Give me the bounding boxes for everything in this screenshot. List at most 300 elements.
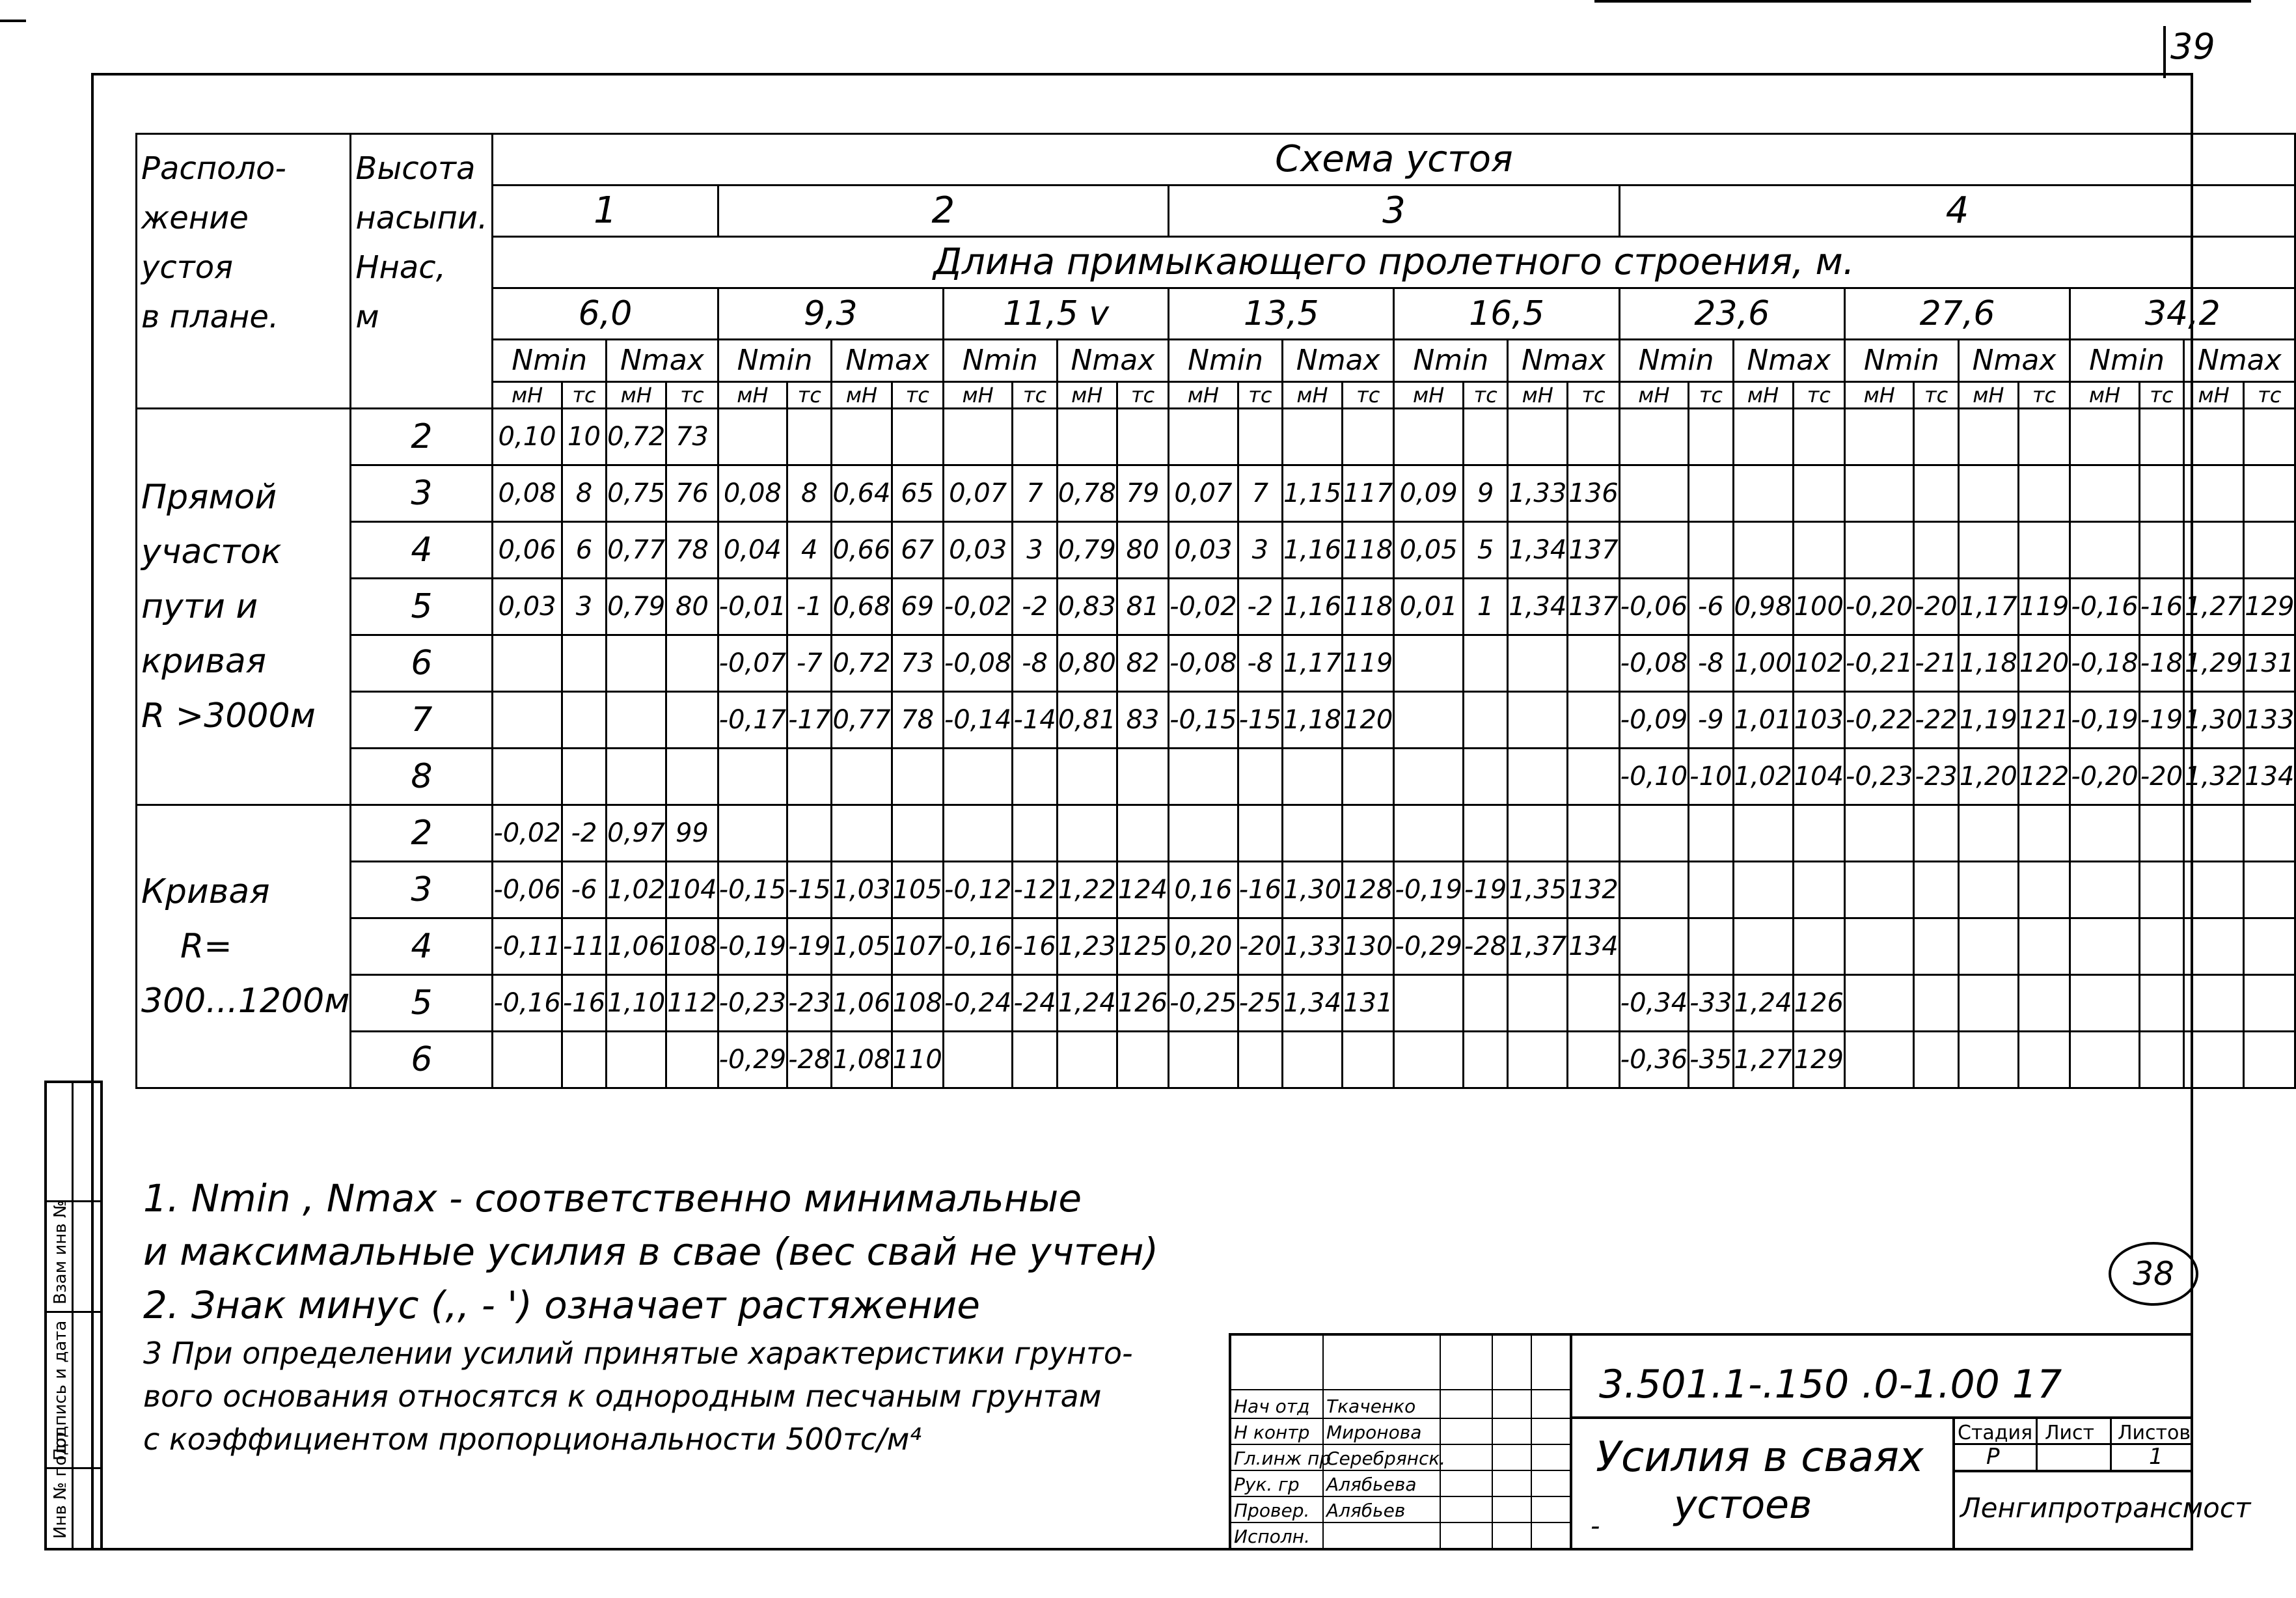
- value-cell: 3: [1013, 522, 1057, 579]
- value-cell: 1,10: [607, 975, 666, 1032]
- signature-role: Провер.: [1234, 1500, 1310, 1521]
- value-cell: [1394, 635, 1464, 692]
- unit-mn: мН: [1619, 382, 1689, 409]
- value-cell: [1463, 635, 1507, 692]
- unit-tc: тс: [2018, 382, 2070, 409]
- scheme-number-3: 3: [1169, 186, 1620, 237]
- hdr-loc-line-0: Располо-: [141, 150, 286, 187]
- value-cell: [1169, 805, 1238, 862]
- value-cell: -24: [1013, 975, 1057, 1032]
- value-cell: [666, 692, 718, 749]
- document-code: 3.501.1-.150 .0-1.00 17: [1599, 1362, 2062, 1407]
- value-cell: 0,77: [607, 522, 666, 579]
- group-label-curve-line: 300...1200м: [141, 982, 350, 1021]
- value-cell: -20: [2139, 749, 2183, 805]
- value-cell: 1,01: [1733, 692, 1793, 749]
- value-cell: 1,18: [1282, 692, 1342, 749]
- value-cell: 6: [562, 522, 606, 579]
- value-cell: -16: [562, 975, 606, 1032]
- value-cell: [1619, 409, 1689, 465]
- stage-grid-col: [2036, 1416, 2038, 1470]
- value-cell: [832, 749, 892, 805]
- value-cell: [2070, 918, 2140, 975]
- unit-tc: тс: [1689, 382, 1733, 409]
- span-length-6: 27,6: [1844, 288, 2070, 340]
- header-height: [351, 134, 493, 409]
- value-cell: [607, 635, 666, 692]
- value-cell: 0,72: [607, 409, 666, 465]
- value-cell: [1619, 522, 1689, 579]
- value-cell: -0,25: [1169, 975, 1238, 1032]
- value-cell: 7: [1238, 465, 1282, 522]
- signature-grid-row-line: [1231, 1444, 1570, 1445]
- unit-mn: мН: [1844, 382, 1914, 409]
- span-length-2: 11,5 v: [943, 288, 1168, 340]
- value-cell: -0,16: [943, 918, 1013, 975]
- value-cell: 1,16: [1282, 522, 1342, 579]
- value-cell: [1958, 465, 2018, 522]
- document-title-line-2: устоев: [1674, 1482, 1812, 1528]
- value-cell: 10: [562, 409, 606, 465]
- value-cell: [2184, 409, 2244, 465]
- value-cell: [1169, 409, 1238, 465]
- value-cell: -0,02: [1169, 579, 1238, 635]
- value-cell: [1117, 1032, 1168, 1088]
- hdr-loc-line-1: жение: [141, 200, 249, 236]
- value-cell: 134: [2244, 749, 2295, 805]
- value-cell: 0,03: [943, 522, 1013, 579]
- stage-grid-col: [2110, 1416, 2112, 1470]
- value-cell: 0,09: [1394, 465, 1464, 522]
- value-cell: 0,77: [832, 692, 892, 749]
- value-cell: [1619, 465, 1689, 522]
- note-3: 3 При определении усилий принятые характеристики грунто-: [143, 1336, 1133, 1371]
- value-cell: [1117, 805, 1168, 862]
- value-cell: -11: [562, 918, 606, 975]
- value-cell: -0,23: [718, 975, 787, 1032]
- fill-height-cell: 8: [351, 749, 493, 805]
- value-cell: -17: [787, 692, 832, 749]
- value-cell: -0,12: [943, 862, 1013, 918]
- value-cell: -16: [1013, 918, 1057, 975]
- unit-mn: мН: [1282, 382, 1342, 409]
- left-stamp-strip: [44, 1081, 103, 1550]
- value-cell: [1463, 975, 1507, 1032]
- value-cell: [607, 749, 666, 805]
- value-cell: 110: [892, 1032, 943, 1088]
- value-cell: -18: [2139, 635, 2183, 692]
- value-cell: [1117, 749, 1168, 805]
- value-cell: [943, 805, 1013, 862]
- nmax-header: Nmax: [1958, 340, 2070, 382]
- value-cell: 4: [787, 522, 832, 579]
- value-cell: [1958, 409, 2018, 465]
- value-cell: 1,15: [1282, 465, 1342, 522]
- value-cell: -0,34: [1619, 975, 1689, 1032]
- value-cell: [2139, 805, 2183, 862]
- value-cell: -22: [1914, 692, 1958, 749]
- value-cell: [1793, 465, 1844, 522]
- title-block-divider: [1570, 1416, 2193, 1419]
- value-cell: [1343, 409, 1394, 465]
- unit-mn: мН: [1733, 382, 1793, 409]
- signature-grid-col-line: [1492, 1336, 1493, 1550]
- value-cell: [2139, 522, 2183, 579]
- title-block: [1229, 1333, 2251, 1550]
- table-row: [137, 749, 2295, 805]
- value-cell: [1689, 409, 1733, 465]
- value-cell: -2: [1013, 579, 1057, 635]
- nmax-header: Nmax: [832, 340, 943, 382]
- value-cell: -28: [1463, 918, 1507, 975]
- value-cell: [1508, 692, 1568, 749]
- value-cell: [1568, 805, 1619, 862]
- value-cell: 0,79: [1057, 522, 1117, 579]
- value-cell: 1,17: [1958, 579, 2018, 635]
- unit-mn: мН: [718, 382, 787, 409]
- span-length-5: 23,6: [1619, 288, 1844, 340]
- value-cell: [2139, 975, 2183, 1032]
- unit-tc: тс: [1914, 382, 1958, 409]
- value-cell: [1394, 749, 1464, 805]
- span-length-7: 34,2: [2070, 288, 2295, 340]
- value-cell: [1169, 1032, 1238, 1088]
- table-row: [137, 465, 2295, 522]
- signature-grid-col-line: [1531, 1336, 1532, 1550]
- value-cell: [2184, 522, 2244, 579]
- value-cell: -0,22: [1844, 692, 1914, 749]
- value-cell: 1,19: [1958, 692, 2018, 749]
- unit-tc: тс: [2244, 382, 2295, 409]
- stamp-strip-row-line: [47, 1311, 100, 1313]
- fill-height-cell: 4: [351, 522, 493, 579]
- value-cell: [1013, 1032, 1057, 1088]
- value-cell: 73: [892, 635, 943, 692]
- value-cell: 1,30: [1282, 862, 1342, 918]
- note-2: 2. Знак минус (,, - ') означает растяжение: [143, 1283, 980, 1327]
- value-cell: -0,20: [1844, 579, 1914, 635]
- value-cell: [1238, 749, 1282, 805]
- signature-grid: [1231, 1336, 1572, 1550]
- fill-height-cell: 7: [351, 692, 493, 749]
- value-cell: 129: [1793, 1032, 1844, 1088]
- value-cell: 133: [2244, 692, 2295, 749]
- value-cell: [1793, 805, 1844, 862]
- nmin-header: Nmin: [718, 340, 832, 382]
- value-cell: -0,29: [1394, 918, 1464, 975]
- value-cell: [787, 749, 832, 805]
- value-cell: 0,08: [493, 465, 562, 522]
- value-cell: [1793, 862, 1844, 918]
- group-label-straight-line: участок: [141, 532, 282, 572]
- unit-tc: тс: [1568, 382, 1619, 409]
- value-cell: -0,14: [943, 692, 1013, 749]
- table-row: [137, 522, 2295, 579]
- value-cell: [1568, 975, 1619, 1032]
- value-cell: [2070, 975, 2140, 1032]
- value-cell: [1793, 409, 1844, 465]
- unit-tc: тс: [666, 382, 718, 409]
- value-cell: 99: [666, 805, 718, 862]
- header-location: [137, 134, 351, 409]
- value-cell: [832, 409, 892, 465]
- value-cell: -0,08: [1619, 635, 1689, 692]
- value-cell: 112: [666, 975, 718, 1032]
- span-length-3: 13,5: [1169, 288, 1394, 340]
- unit-tc: тс: [1793, 382, 1844, 409]
- value-cell: 76: [666, 465, 718, 522]
- value-cell: 0,83: [1057, 579, 1117, 635]
- value-cell: 126: [1793, 975, 1844, 1032]
- unit-mn: мН: [1394, 382, 1464, 409]
- value-cell: 129: [2244, 579, 2295, 635]
- stage-label: Стадия: [1958, 1422, 2033, 1444]
- signature-grid-row-line: [1231, 1496, 1570, 1497]
- value-cell: [2018, 465, 2070, 522]
- stage-value: Р: [1986, 1444, 2000, 1470]
- header-span-title: Длина примыкающего пролетного строения, м.: [493, 237, 2295, 288]
- value-cell: 118: [1343, 579, 1394, 635]
- value-cell: [1343, 749, 1394, 805]
- page-number-divider: [2163, 26, 2166, 78]
- value-cell: [2184, 975, 2244, 1032]
- value-cell: 0,97: [607, 805, 666, 862]
- value-cell: [1568, 749, 1619, 805]
- note-3-cont-2: с коэффициентом пропорциональности 500тс/м⁴: [143, 1422, 922, 1457]
- unit-mn: мН: [1169, 382, 1238, 409]
- value-cell: -28: [787, 1032, 832, 1088]
- value-cell: 1,34: [1508, 522, 1568, 579]
- value-cell: [1914, 522, 1958, 579]
- value-cell: [832, 805, 892, 862]
- value-cell: 1,20: [1958, 749, 2018, 805]
- value-cell: [2018, 805, 2070, 862]
- nmax-header: Nmax: [1057, 340, 1168, 382]
- group-label-curve: [137, 805, 351, 1088]
- note-1: 1. Nmin , Nmax - соответственно минимальные: [143, 1176, 1082, 1220]
- fill-height-cell: 4: [351, 918, 493, 975]
- value-cell: [1013, 409, 1057, 465]
- value-cell: 8: [562, 465, 606, 522]
- table-row: [137, 805, 2295, 862]
- value-cell: [1057, 805, 1117, 862]
- value-cell: 118: [1343, 522, 1394, 579]
- value-cell: -0,23: [1844, 749, 1914, 805]
- title-block-vertical-divider: [1952, 1416, 1955, 1550]
- value-cell: 126: [1117, 975, 1168, 1032]
- value-cell: 0,16: [1169, 862, 1238, 918]
- value-cell: [666, 635, 718, 692]
- value-cell: -1: [787, 579, 832, 635]
- value-cell: [1463, 749, 1507, 805]
- value-cell: [493, 635, 562, 692]
- value-cell: -23: [1914, 749, 1958, 805]
- signature-name: Ткаченко: [1326, 1396, 1416, 1417]
- stage-grid-line: [1955, 1470, 2193, 1472]
- value-cell: 1,00: [1733, 635, 1793, 692]
- header-scheme-title: Схема устоя: [493, 134, 2295, 186]
- value-cell: [1463, 409, 1507, 465]
- value-cell: [607, 1032, 666, 1088]
- group-label-straight-line: кривая: [141, 642, 267, 681]
- value-cell: [787, 805, 832, 862]
- value-cell: [1844, 465, 1914, 522]
- nmax-header: Nmax: [1508, 340, 1619, 382]
- value-cell: 0,03: [493, 579, 562, 635]
- value-cell: [1914, 465, 1958, 522]
- value-cell: [1394, 1032, 1464, 1088]
- nmax-header: Nmax: [1282, 340, 1393, 382]
- value-cell: [1394, 409, 1464, 465]
- value-cell: -23: [787, 975, 832, 1032]
- unit-mn: мН: [1958, 382, 2018, 409]
- value-cell: 108: [892, 975, 943, 1032]
- value-cell: 100: [1793, 579, 1844, 635]
- value-cell: [1914, 1032, 1958, 1088]
- value-cell: 1,32: [2184, 749, 2244, 805]
- stamp-strip-divider: [72, 1083, 74, 1548]
- value-cell: -0,16: [493, 975, 562, 1032]
- value-cell: 9: [1463, 465, 1507, 522]
- value-cell: -7: [787, 635, 832, 692]
- signature-grid-row-line: [1231, 1418, 1570, 1419]
- value-cell: [1057, 409, 1117, 465]
- value-cell: 1,33: [1508, 465, 1568, 522]
- table-row: [137, 692, 2295, 749]
- value-cell: 0,08: [718, 465, 787, 522]
- sheet-label: Лист: [2045, 1422, 2095, 1444]
- signature-grid-col-line: [1440, 1336, 1441, 1550]
- value-cell: [1958, 805, 2018, 862]
- value-cell: [2070, 465, 2140, 522]
- organization-name: Ленгипротрансмост: [1960, 1492, 2251, 1524]
- value-cell: 103: [1793, 692, 1844, 749]
- value-cell: 1,27: [1733, 1032, 1793, 1088]
- signature-grid-row-line: [1231, 1522, 1570, 1523]
- value-cell: -8: [1689, 635, 1733, 692]
- value-cell: [562, 692, 606, 749]
- value-cell: [1733, 862, 1793, 918]
- value-cell: [1343, 1032, 1394, 1088]
- value-cell: -8: [1238, 635, 1282, 692]
- span-length-0: 6,0: [493, 288, 718, 340]
- signature-role: Н контр: [1234, 1422, 1310, 1443]
- value-cell: 1,06: [607, 918, 666, 975]
- value-cell: -0,09: [1619, 692, 1689, 749]
- value-cell: 1,08: [832, 1032, 892, 1088]
- nmin-header: Nmin: [2070, 340, 2184, 382]
- value-cell: -0,01: [718, 579, 787, 635]
- value-cell: [892, 409, 943, 465]
- value-cell: [1619, 862, 1689, 918]
- value-cell: 0,01: [1394, 579, 1464, 635]
- sheets-label: Листов: [2118, 1422, 2191, 1444]
- scheme-number-4: 4: [1619, 186, 2295, 237]
- value-cell: 1,27: [2184, 579, 2244, 635]
- value-cell: 104: [666, 862, 718, 918]
- nmax-header: Nmax: [2184, 340, 2295, 382]
- value-cell: 0,03: [1169, 522, 1238, 579]
- value-cell: -0,06: [493, 862, 562, 918]
- value-cell: 1,16: [1282, 579, 1342, 635]
- unit-mn: мН: [832, 382, 892, 409]
- value-cell: [1914, 805, 1958, 862]
- value-cell: [1508, 409, 1568, 465]
- value-cell: [1733, 918, 1793, 975]
- value-cell: [2244, 862, 2295, 918]
- fill-height-cell: 2: [351, 805, 493, 862]
- value-cell: [892, 805, 943, 862]
- value-cell: 1,02: [607, 862, 666, 918]
- value-cell: [1057, 1032, 1117, 1088]
- value-cell: -16: [2139, 579, 2183, 635]
- value-cell: [2018, 918, 2070, 975]
- value-cell: 0,20: [1169, 918, 1238, 975]
- value-cell: [493, 1032, 562, 1088]
- value-cell: -0,06: [1619, 579, 1689, 635]
- value-cell: [1568, 635, 1619, 692]
- value-cell: [1508, 635, 1568, 692]
- group-label-straight: [137, 409, 351, 805]
- unit-mn: мН: [493, 382, 562, 409]
- hdr-h-line-3: м: [355, 299, 379, 335]
- value-cell: -0,29: [718, 1032, 787, 1088]
- value-cell: [2070, 409, 2140, 465]
- value-cell: [1844, 975, 1914, 1032]
- value-cell: 1,34: [1508, 579, 1568, 635]
- value-cell: 1,22: [1057, 862, 1117, 918]
- value-cell: 0,06: [493, 522, 562, 579]
- value-cell: [2244, 1032, 2295, 1088]
- value-cell: 67: [892, 522, 943, 579]
- value-cell: [1508, 975, 1568, 1032]
- value-cell: 1,24: [1057, 975, 1117, 1032]
- value-cell: [787, 409, 832, 465]
- value-cell: -2: [1238, 579, 1282, 635]
- value-cell: 121: [2018, 692, 2070, 749]
- value-cell: [1793, 522, 1844, 579]
- value-cell: [493, 749, 562, 805]
- value-cell: -0,24: [943, 975, 1013, 1032]
- value-cell: [1238, 1032, 1282, 1088]
- value-cell: -0,10: [1619, 749, 1689, 805]
- value-cell: 119: [1343, 635, 1394, 692]
- value-cell: 1,24: [1733, 975, 1793, 1032]
- value-cell: 0,68: [832, 579, 892, 635]
- value-cell: 107: [892, 918, 943, 975]
- value-cell: 119: [2018, 579, 2070, 635]
- value-cell: [1238, 409, 1282, 465]
- value-cell: [1689, 522, 1733, 579]
- nmin-header: Nmin: [1169, 340, 1283, 382]
- value-cell: -0,08: [1169, 635, 1238, 692]
- value-cell: [1914, 862, 1958, 918]
- value-cell: 83: [1117, 692, 1168, 749]
- table-row: [137, 975, 2295, 1032]
- unit-tc: тс: [1117, 382, 1168, 409]
- fill-height-cell: 6: [351, 635, 493, 692]
- value-cell: [1238, 805, 1282, 862]
- value-cell: [1508, 1032, 1568, 1088]
- value-cell: [1013, 805, 1057, 862]
- value-cell: -19: [787, 918, 832, 975]
- value-cell: 0,72: [832, 635, 892, 692]
- value-cell: [2018, 1032, 2070, 1088]
- value-cell: [2244, 465, 2295, 522]
- unit-tc: тс: [1238, 382, 1282, 409]
- top-rule-right: [1594, 0, 2251, 3]
- value-cell: 0,05: [1394, 522, 1464, 579]
